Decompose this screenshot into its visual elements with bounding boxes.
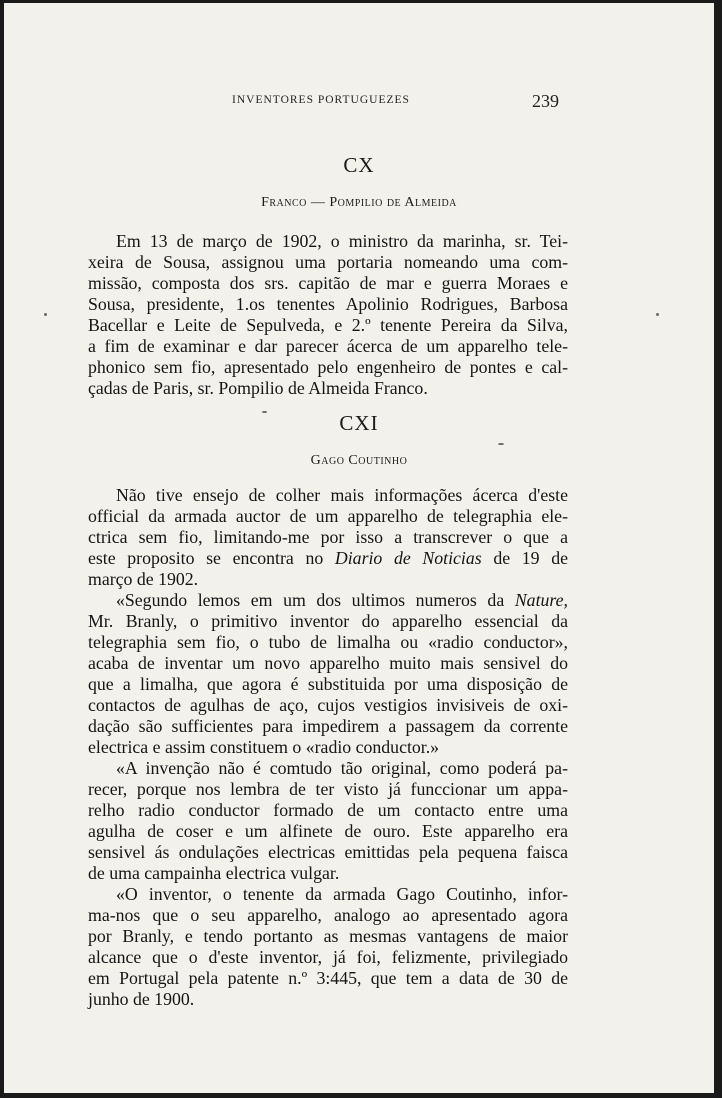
ink-speck (262, 411, 267, 413)
text-line: çadas de Paris, sr. Pompilio de Almeida Franco. (88, 378, 428, 398)
section-body-cxi (88, 485, 568, 1010)
text-line: recer, porque nos lembra de ter visto já funccionar um appa- (88, 779, 568, 799)
section-title-cx: Franco — Pompilio de Almeida (261, 195, 457, 210)
section-body-cx (88, 231, 568, 399)
text-line: Mr. Branly, o primitivo inventor do apparelho essencial da (88, 611, 568, 631)
text-line (88, 548, 568, 569)
running-title: INVENTORES PORTUGUEZES (232, 94, 410, 106)
text-line: missão, composta dos srs. capitão de mar e guerra Moraes e (88, 273, 568, 293)
text-line: ma-nos que o seu apparelho, analogo ao apresentado agora (88, 905, 568, 925)
text-line: a fim de examinar e dar parecer ácerca de um apparelho tele- (88, 336, 568, 356)
ink-speck (44, 313, 47, 316)
text-line: «O inventor, o tenente da armada Gago Coutinho, infor- (116, 884, 568, 904)
ink-speck (656, 313, 659, 316)
text-line: março de 1902. (88, 569, 199, 589)
text-line: contactos de agulhas de aço, cujos vestigios invisiveis de oxi- (88, 695, 568, 715)
text-line: telegraphia sem fio, o tubo de limalha ou «radio conductor», (88, 632, 568, 652)
text-line: dação são sufficientes para impedirem a passagem da corrente (88, 716, 568, 736)
text-line: electrica e assim constituem o «radio conductor.» (88, 737, 440, 757)
text-line: official da armada auctor de um apparelho de telegraphia ele- (88, 506, 568, 526)
text-line: Bacellar e Leite de Sepulveda, e 2.º tenente Pereira da Silva, (88, 315, 568, 335)
section-number-cxi: CXI (339, 411, 379, 435)
page-number: 239 (532, 91, 559, 111)
text-line: ctrica sem fio, limitando-me por isso a transcrever o que a (88, 527, 568, 547)
text-run: «Segundo lemos em um dos ultimos numeros da (116, 590, 505, 610)
section-number-cx: CX (343, 153, 375, 177)
text-line: junho de 1900. (88, 989, 195, 1009)
text-line: alcance que o d'este inventor, já foi, felizmente, privilegiado (88, 947, 568, 967)
text-run: este proposito se encontra no (88, 548, 324, 568)
text-line: «A invenção não é comtudo tão original, como poderá pa- (116, 758, 568, 778)
text-line: de uma campainha electrica vulgar. (88, 863, 340, 883)
text-line: por Branly, e tendo portanto as mesmas vantagens de maior (88, 926, 568, 946)
text-line: Não tive ensejo de colher mais informações ácerca d'este (116, 485, 568, 505)
newspaper-title: Diario de Noticias (334, 548, 482, 568)
text-run: de 19 de (493, 548, 568, 568)
ink-speck (498, 443, 504, 445)
text-line: em Portugal pela patente n.º 3:445, que tem a data de 30 de (88, 968, 568, 988)
section-title-cxi: Gago Coutinho (310, 453, 408, 468)
text-line: Sousa, presidente, 1.os tenentes Apolinio Rodrigues, Barbosa (88, 294, 568, 314)
text-line: agulha de coser e um alfinete de ouro. Este apparelho era (88, 821, 568, 841)
text-line (88, 590, 568, 611)
text-line: que a limalha, que agora é substituida por uma disposição de (88, 674, 568, 694)
text-line: Em 13 de março de 1902, o ministro da marinha, sr. Tei- (116, 231, 568, 251)
text-line: sensivel ás ondulações electricas emittidas pela pequena faisca (88, 842, 568, 862)
text-line: relho radio conductor formado de um contacto entre uma (88, 800, 568, 820)
text-line: acaba de inventar um novo apparelho muito mais sensivel do (88, 653, 568, 673)
book-page (4, 3, 714, 1093)
journal-title: Nature, (514, 590, 568, 610)
page-header (4, 91, 714, 115)
text-line: xeira de Sousa, assignou uma portaria nomeando uma com- (88, 252, 568, 272)
text-line: phonico sem fio, apresentado pelo engenheiro de pontes e cal- (88, 357, 568, 377)
